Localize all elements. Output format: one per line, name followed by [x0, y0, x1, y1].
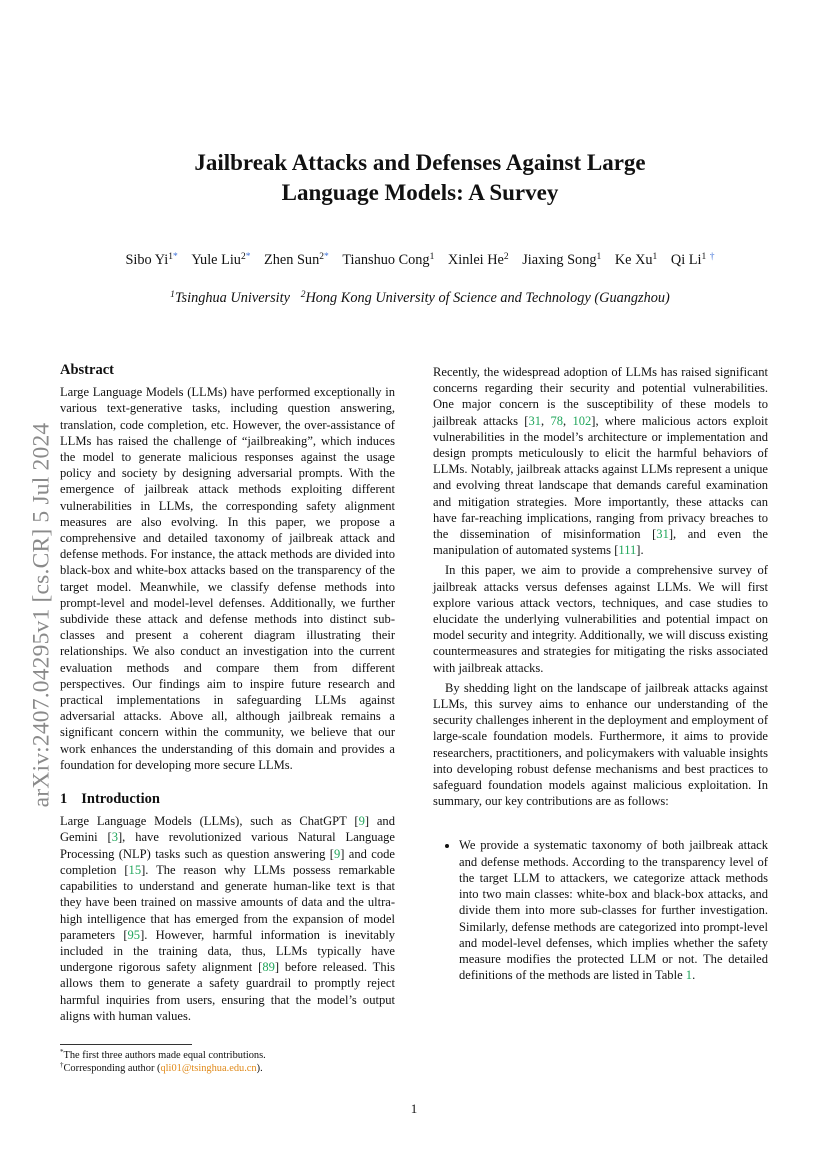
citation-link[interactable]: 111 — [618, 543, 637, 558]
citation-link[interactable]: 78 — [550, 413, 564, 428]
author: Sibo $Yi^{1*}$ — [125, 252, 178, 268]
citation-link[interactable]: 31 — [656, 527, 669, 542]
author: Xinlei He$^2$ — [447, 252, 509, 268]
author-list — [60, 252, 780, 269]
author: Jiaxing Song$^1$ — [522, 252, 602, 268]
intro-paragraph-3: In this paper, we aim to provide a comprehensive survey of jailbreak attacks versus defenses against LLMs. We will first explore various attack vectors, techniques, and case studies to elucidate the underlying vulnerabilities and potential impact on model security and integrity. Additionally, we will discuss existing countermeasures and strategies for mitigating the risks associated with jailbreak attacks. — [433, 563, 768, 675]
footnote-2: †Corresponding author (qli01@tsinghua.edu.cn). — [60, 1061, 263, 1074]
intro-paragraph-1: Large Language Models (LLMs), such as ChatGPT [9] and Gemini [3], have revolutionized various Natural Language Processing (NLP) tasks such as question answering [9] and code completion [15]. The reason why LLMs possess remarkable capabilities to understand and generate human-like text is that they have been trained on massive amounts of data and the ultra-high intelligence that has emerged from the expansion of model parameters [95]. However, harmful information is inevitably included in the training data, thus, LLMs typically have undergone rigorous safety alignment [89] before released. This allows them to generate a safety guardrail to promptly reject harmful inquiries from users, ensuring that the model’s output aligns with human values. — [60, 814, 395, 1023]
arxiv-sidebar-stamp — [30, 380, 54, 850]
intro-paragraph-2: Recently, the widespread adoption of LLMs has raised significant concerns regarding their security and potential vulnerabilities. One major concern is the susceptibility of these models to jailbreak attacks [31, 78, 102], where malicious actors exploit vulnerabilities in the model’s architecture or implementation and design prompts meticulously to elicit the harmful behaviors of LLMs. Notably, jailbreak attacks against LLMs represent a unique and evolving threat landscape that demands careful examination and mitigation strategies. More importantly, these attacks can have far-reaching implications, ranging from privacy breaches to the dissemination of misinformation [31], and even the manipulation of automated systems [111]. — [433, 365, 768, 558]
right-column — [433, 364, 768, 983]
section-heading-introduction: 1 Introduction — [60, 791, 160, 808]
affiliation: $^1$Tsinghua University — [170, 290, 290, 306]
page-number: 1 — [410, 1101, 418, 1116]
email-link[interactable]: qli01@tsinghua.edu.cn — [160, 1063, 257, 1074]
citation-link[interactable]: 95 — [127, 927, 141, 942]
author: Ke Xu$^1$ — [614, 252, 658, 268]
left-column — [60, 362, 395, 1024]
citation-link[interactable]: 3 — [111, 830, 118, 845]
intro-paragraph-4: By shedding light on the landscape of jailbreak attacks against LLMs, this survey aims to enhance our understanding of the security challenges inherent in the deployment and employment of large-scale foundation models. Furthermore, it aims to provide researchers, practitioners, and policymakers with valuable insights into developing robust defense mechanisms and best practices to safeguard foundation models against malicious exploitation. In summary, our key contributions are as follows: — [433, 680, 768, 809]
affiliations — [60, 290, 780, 307]
paper-title — [120, 148, 720, 208]
author: Tianshuo Cong$^1$ — [342, 252, 435, 268]
citation-link[interactable]: 15 — [128, 862, 142, 877]
table-reference-link[interactable]: 1 — [685, 968, 693, 983]
author: Zhen Sun$^{2*}$ — [264, 252, 329, 268]
citation-link[interactable]: 9 — [358, 814, 365, 829]
citation-link[interactable]: 31 — [528, 413, 542, 428]
list-item: • We provide a systematic taxonomy of both jailbreak attack and defense methods. According to the transparency level of the target LLM to attackers, we categorize attack methods into two main classes: white-box and black-box attacks, and divide them into more sub-classes for further investigation. Similarly, defense methods are categorized into prompt-level and model-level defenses, which implies whether the safety measure modifies the protected LLM or not. The detailed definitions of the methods are listed in Table 1. — [459, 837, 768, 983]
author: Qi Li$^1$ † — [670, 252, 715, 268]
citation-link[interactable]: 9 — [333, 846, 341, 861]
affiliation: $^2$Hong Kong University of Science and Technology (Guangzhou) — [300, 290, 670, 306]
footnote-1: *The first three authors made equal contributions. — [60, 1048, 266, 1061]
abstract-heading: Abstract — [60, 362, 114, 378]
abstract-text: Large Language Models (LLMs) have performed exceptionally in various text-generative tasks, including question answering, translation, code completion, etc. However, the over-assistance of LLMs has raised the challenge of “jailbreaking”, which induces the model to generate malicious responses against the usage policy and society by designing adversarial prompts. With the emergence of jailbreak attack methods exploiting different vulnerabilities in LLMs, the corresponding safety alignment measures are also evolving. In this paper, we propose a comprehensive and detailed taxonomy of jailbreak attack and defense methods. For instance, the attack methods are divided into black-box and white-box attacks based on the transparency of the target model. Meanwhile, we classify defense methods into prompt-level and model-level defenses. Additionally, we further subdivide these attack and defense methods into distinct sub-classes and present a coherent diagram illustrating their relationships. We also conduct an investigation into the current evaluation methods and compare them from different perspectives. Our findings aim to inspire future research and practical implementations in safeguarding LLMs against adversarial attacks. Above all, although jailbreak remains a significant concern within the community, we believe that our work enhances the understanding of this domain and provides a foundation for developing more secure LLMs. — [60, 385, 395, 772]
title-line-2: Language Models: A Survey — [281, 180, 559, 205]
citation-link[interactable]: 89 — [262, 960, 275, 975]
author: Yule Liu$^{2*}$ — [191, 252, 251, 268]
title-line-1: Jailbreak Attacks and Defenses Against Large — [194, 150, 646, 175]
citation-link[interactable]: 102 — [572, 413, 592, 428]
footnote-rule — [60, 1044, 192, 1045]
contribution-list — [433, 837, 768, 983]
arxiv-identifier: arXiv:2407.04295v1 [cs.CR] 5 Jul 2024 — [28, 422, 55, 808]
